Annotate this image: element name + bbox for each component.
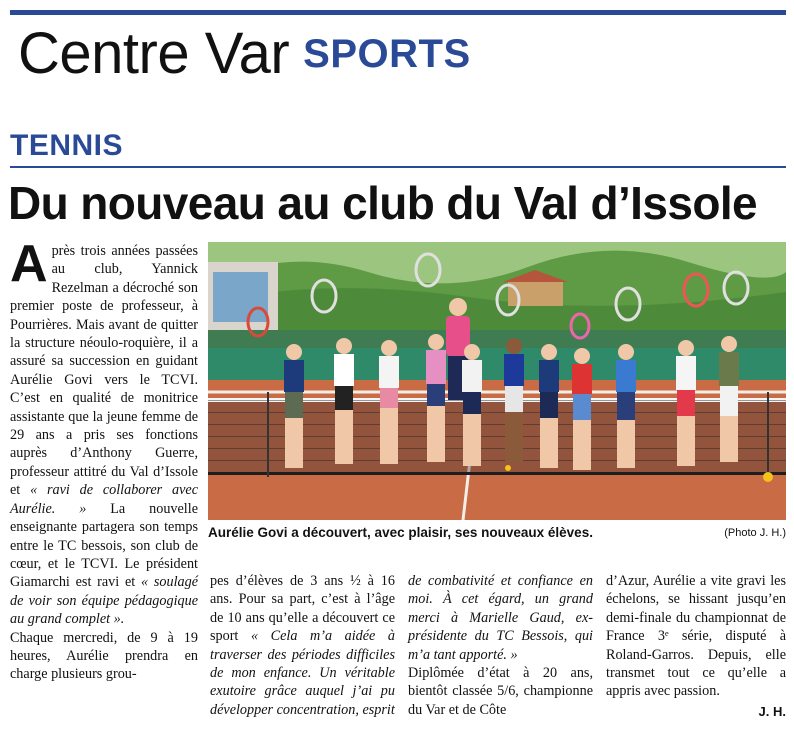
tennis-group-illustration	[208, 242, 786, 520]
article-photo	[208, 242, 786, 520]
quote-aidee: « Cela m’a aidée à traverser des périodes difficiles de mon enfance. Un véritable exutoire grâce auquel j’ai pu développer concentration, esprit	[210, 628, 395, 718]
article-column-1	[10, 235, 198, 684]
author-signature: J. H.	[758, 704, 786, 719]
paragraph-third: Chaque mercredi, de 9 à 19 heures, Aurélie prendra en charge plusieurs grou-	[10, 629, 198, 683]
photo-caption	[208, 523, 786, 543]
quote-soulage: « soulagé de voir son équipe pédagogique au grand complet ».	[10, 574, 198, 628]
paragraph-second: La nouvelle enseignante partagera son temps entre le TC bessois, son club de cœur, et le TCVI. Le président Giamarchi est ravi et	[10, 500, 198, 591]
caption-text: Aurélie Govi a découvert, avec plaisir, ses nouveaux élèves.	[208, 525, 593, 540]
top-rule	[10, 10, 786, 15]
article-column-3	[408, 572, 593, 719]
paragraph-diplomee: Diplômée d’état à 20 ans, bientôt classée 5/6, championne du Var et de Côte	[408, 665, 593, 718]
article-column-2	[210, 572, 395, 719]
quote-combativite: de combativité et confiance en moi. À cet égard, un grand merci à Marielle Gaud, ex-présidente du TC Bessois, qui m’a tant apporté. »	[408, 573, 593, 663]
photo-credit: (Photo J. H.)	[724, 527, 786, 539]
paragraph-azur: d’Azur, Aurélie a vite gravi les échelons, se hissant jusqu’en demi-finale du championnat de France 3ᵉ série, disputé à Roland-Garros. Depuis, elle transmet tout ce qu’elle a appris avec passion.	[606, 573, 786, 700]
paragraph-column2: pes d’élèves de 3 ans ½ à 16 ans. Pour sa part, c’est à l’âge de 10 ans qu’elle a découvert ce sport	[210, 573, 395, 645]
paragraph-intro: près trois années passées au club, Yannick Rezelman a décroché son premier poste de professeur, à Pourrières. Mais avant de quitter la structure néoulo-roquière, il a assuré sa succession en guidant Aurélie Govi vers le TCVI. C’est en qualité de monitrice assistante que la jeune femme de 29 ans a pris ses fonctions auprès d’Anthony Guerre, professeur attitré du Val d’Issole et	[10, 243, 198, 499]
drop-cap: A	[10, 235, 48, 293]
quote-ravi: « ravi de collaborer avec Aurélie. »	[10, 482, 198, 517]
masthead-region: Centre Var	[18, 21, 290, 86]
rubric-rule	[10, 166, 786, 168]
masthead-section: SPORTS	[303, 32, 471, 76]
rubric-label: TENNIS	[10, 129, 124, 162]
article-headline: Du nouveau au club du Val d’Issole	[8, 177, 757, 229]
article-column-4	[606, 572, 786, 701]
masthead	[18, 22, 471, 86]
